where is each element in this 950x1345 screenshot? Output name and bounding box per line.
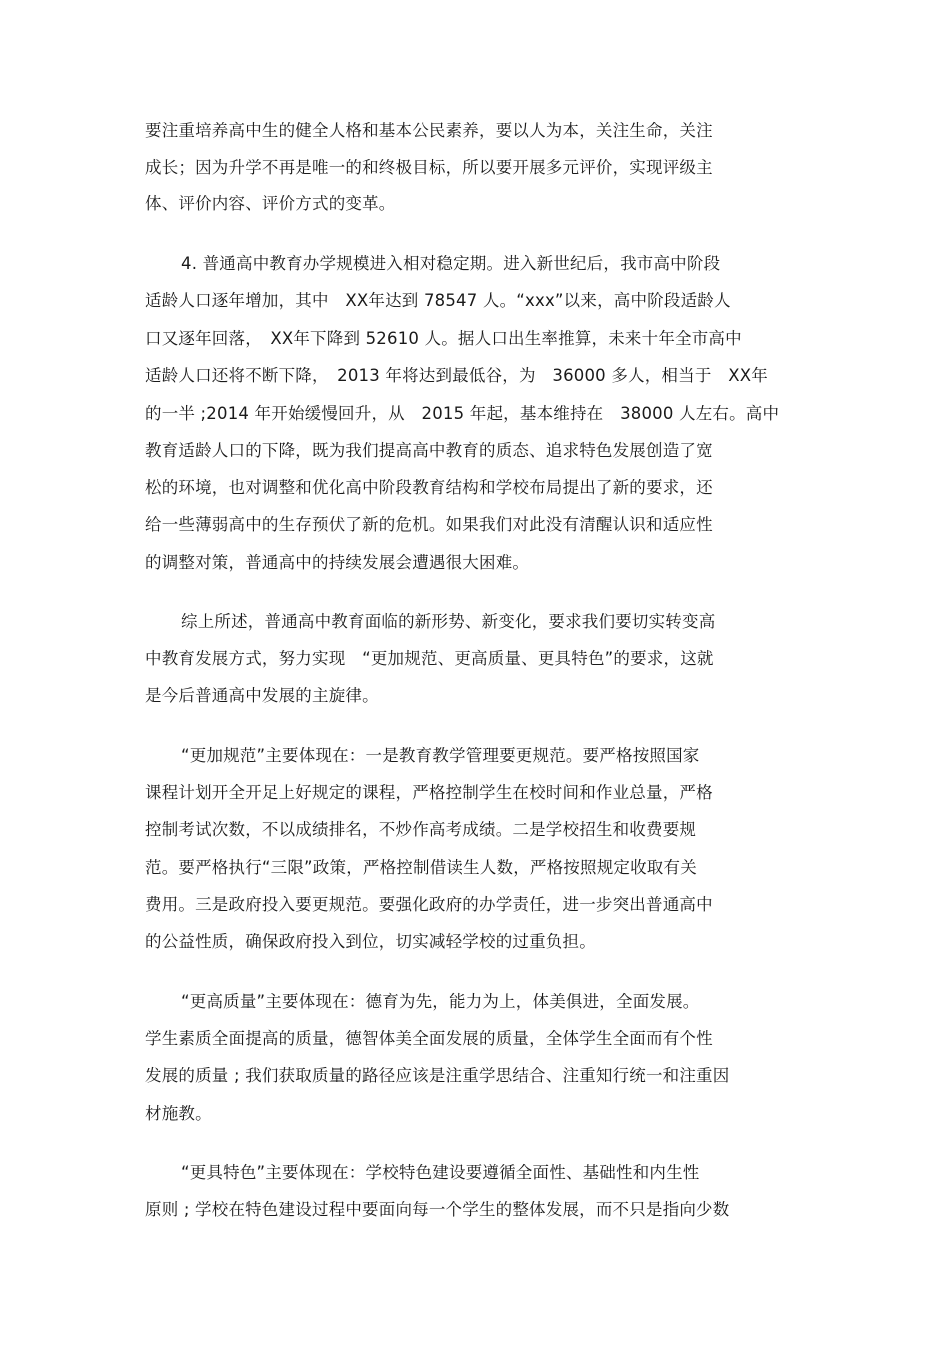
text-line: “更高质量”主要体现在：德育为先，能力为上，体美俱进，全面发展。 — [181, 992, 700, 1011]
text-line: 适龄人口还将不断下降， 2013 年将达到最低谷，为 36000 多人，相当于 XX年 — [145, 366, 768, 385]
text-line: 中教育发展方式，努力实现 “更加规范、更高质量、更具特色”的要求，这就 — [145, 649, 714, 668]
text-line: 控制考试次数，不以成绩排名，不炒作高考成绩。二是学校招生和收费要规 — [145, 820, 697, 839]
text-line: 要注重培养高中生的健全人格和基本公民素养，要以人为本，关注生命，关注 — [145, 121, 713, 140]
text-line: 成长；因为升学不再是唯一的和终极目标，所以要开展多元评价，实现评级主 — [145, 158, 713, 177]
text-line: 体、评价内容、评价方式的变革。 — [145, 194, 396, 213]
text-line: 是今后普通高中发展的主旋律。 — [145, 686, 379, 705]
text-line: 适龄人口逐年增加，其中 XX年达到 78547 人。“xxx”以来，高中阶段适龄人 — [145, 291, 731, 310]
text-line: 综上所述，普通高中教育面临的新形势、新变化，要求我们要切实转变高 — [181, 612, 716, 631]
text-line: 课程计划开全开足上好规定的课程，严格控制学生在校时间和作业总量，严格 — [145, 783, 713, 802]
text-line: 发展的质量 ; 我们获取质量的路径应该是注重学思结合、注重知行统一和注重因 — [145, 1066, 730, 1085]
text-line: 口又逐年回落， XX年下降到 52610 人。据人口出生率推算，未来十年全市高中 — [145, 329, 742, 348]
text-line: 4. 普通高中教育办学规模进入相对稳定期。进入新世纪后，我市高中阶段 — [181, 254, 721, 273]
text-line: 费用。三是政府投入要更规范。要强化政府的办学责任，进一步突出普通高中 — [145, 895, 713, 914]
text-line: 的调整对策，普通高中的持续发展会遭遇很大困难。 — [145, 553, 530, 572]
text-line: 教育适龄人口的下降，既为我们提高高中教育的质态、追求特色发展创造了宽 — [145, 441, 713, 460]
text-line: 范。要严格执行“三限”政策，严格控制借读生人数，严格按照规定收取有关 — [145, 858, 697, 877]
text-line: 的公益性质，确保政府投入到位，切实减轻学校的过重负担。 — [145, 932, 596, 951]
text-line: 学生素质全面提高的质量，德智体美全面发展的质量，全体学生全面而有个性 — [145, 1029, 713, 1048]
text-line: 的一半 ;2014 年开始缓慢回升，从 2015 年起，基本维持在 38000 人左右。高中 — [145, 404, 780, 423]
text-line: “更加规范”主要体现在：一是教育教学管理要更规范。要严格按照国家 — [181, 746, 700, 765]
text-line: 给一些薄弱高中的生存预伏了新的危机。如果我们对此没有清醒认识和适应性 — [145, 515, 713, 534]
text-line: 原则 ; 学校在特色建设过程中要面向每一个学生的整体发展，而不只是指向少数 — [145, 1200, 730, 1219]
text-line: 松的环境，也对调整和优化高中阶段教育结构和学校布局提出了新的要求，还 — [145, 478, 713, 497]
text-line: 材施教。 — [145, 1104, 212, 1123]
text-line: “更具特色”主要体现在：学校特色建设要遵循全面性、基础性和内生性 — [181, 1163, 700, 1182]
